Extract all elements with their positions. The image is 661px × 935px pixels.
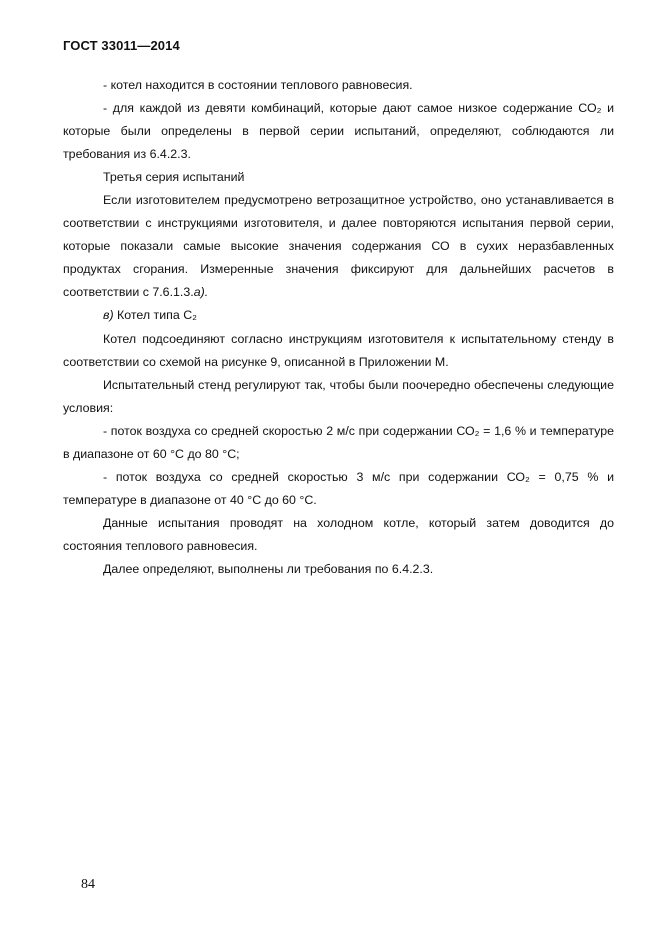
paragraph-test-stand: [63, 374, 614, 420]
paragraph-text: Если изготовителем предусмотрено ветрозащитное устройство, оно устанавливается в соответствии с инструкциями изготовителя, и далее повторяются испытания первой серии, которые показали самые высокие значения содержания СО в сухих неразбавленных продуктах сгорания. Измеренные значения фиксируют для дальнейших расчетов в соответствии с 7.6.1.3.: [63, 193, 614, 300]
paragraph-reference-suffix: а).: [193, 285, 209, 300]
paragraph-windproof-device: [63, 189, 614, 304]
paragraph-text: Третья серия испытаний: [103, 170, 245, 185]
page-number: 84: [81, 877, 95, 892]
paragraph-text: - котел находится в состоянии теплового равновесия.: [103, 78, 413, 92]
list-item-airflow-3ms: [63, 466, 614, 512]
paragraph-text: Данные испытания проводят на холодном котле, который затем доводится до состояния теплового равновесия.: [63, 515, 614, 553]
section-heading-boiler-c2: [63, 304, 614, 327]
document-header: ГОСТ 33011—2014: [63, 38, 180, 53]
paragraph-text: Далее определяют, выполнены ли требования по 6.4.2.3.: [103, 561, 434, 576]
paragraph-connect-boiler: [63, 328, 614, 374]
paragraph-text: - поток воздуха со средней скоростью 3 м/с при содержании СО₂ = 0,75 % и температуре в диапазоне от 40 °С до 60 °С.: [63, 469, 614, 507]
paragraph-boiler-equilibrium: [63, 74, 614, 97]
paragraph-text: Испытательный стенд регулируют так, чтобы были поочередно обеспечены следующие условия:: [63, 377, 614, 415]
paragraph-requirements-check: [63, 558, 614, 581]
paragraph-text: - поток воздуха со средней скоростью 2 м/с при содержании СО₂ = 1,6 % и температуре в диапазоне от 60 °С до 80 °С;: [63, 423, 614, 461]
list-item-airflow-2ms: [63, 420, 614, 466]
document-body: [63, 74, 614, 581]
paragraph-text: Котел подсоединяют согласно инструкциям изготовителя к испытательному стенду в соответствии со схемой на рисунке 9, описанной в Приложении М.: [63, 331, 614, 369]
section-heading-third-series: [63, 166, 614, 189]
paragraph-text: Котел типа С₂: [113, 308, 197, 323]
paragraph-text: - для каждой из девяти комбинаций, которые дают самое низкое содержание СО₂ и которые были определены в первой серии испытаний, определяют, соблюдаются ли требования из 6.4.2.3.: [63, 101, 614, 162]
paragraph-nine-combinations: [63, 97, 614, 166]
paragraph-cold-boiler: [63, 512, 614, 558]
item-label: в): [103, 308, 114, 323]
